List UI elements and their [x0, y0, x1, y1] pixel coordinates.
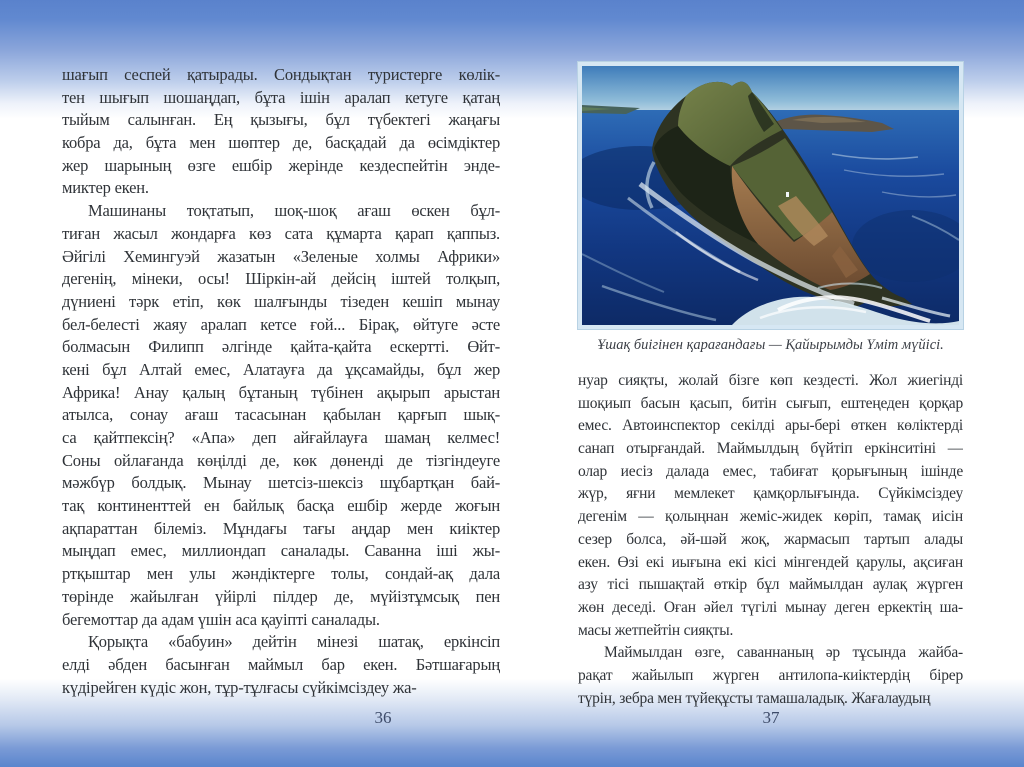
- text-line: күдірейген күдіс жон, тұр-тұлғасы сүйкімсіздеу жа-: [62, 677, 417, 697]
- text-line: жүр, яғни мемлекет қамқорлығында. Сүйкімсіздеу: [578, 485, 963, 503]
- text-line: сезер болса, әй-шәй жоқ, жармасып тартып алады: [578, 530, 963, 548]
- text-line: дүниені тәрк етіп, көк шалғынды тізеден кешіп мынау: [62, 291, 500, 311]
- text-line: бегемоттар да адам үшін аса қауіпті саналады.: [62, 609, 380, 629]
- page-number-37: 37: [762, 708, 780, 727]
- text-line: мыңдап емес, миллиондап саналады. Саванна іші жы-: [62, 541, 500, 561]
- text-line: рақат жайылып жүрген антилопа-киіктердің бірер: [578, 666, 963, 684]
- text-line: тен шығып шошаңдап, бұта ішін аралап кетуге қатаң: [62, 87, 500, 107]
- text-line: жер шарының өзге ешбір жерінде кездеспейтін энде-: [62, 155, 500, 175]
- paragraph: [62, 631, 500, 699]
- text-line: түрін, зебра мен түйеқұсты тамашаладық. Жағалаудың: [578, 689, 931, 707]
- paragraph: [62, 64, 500, 200]
- page-number-36: 36: [374, 708, 392, 727]
- text-line: миктер екен.: [62, 178, 149, 198]
- text-line: азу тісі пышақтай өткір бұл маймылдан аулақ жүрген: [578, 576, 963, 594]
- text-line: шағып сеспей қатырады. Сондықтан туристерге көлік-: [62, 65, 500, 84]
- text-line: тақ континенттей ен байлық басқа ешбір жерде жоғын: [62, 496, 500, 516]
- text-line: жөн деседі. Оған әйел түгілі мынау деген еркектің ша-: [578, 598, 963, 616]
- text-line: дегенім — қолыңнан жеміс-жидек көріп, тамақ иісін: [578, 508, 963, 526]
- text-line: болмасын Филипп әлгінде қайта-қайта ескертті. Өйт-: [62, 337, 500, 357]
- text-line: олар иесіз далада емес, табиғат қорығының ішінде: [578, 462, 963, 480]
- page-36-text: [62, 64, 500, 699]
- cape-photo-illustration: [582, 66, 959, 325]
- photo-caption: Ұшақ биігінен қарағандағы — Қайырымды Үміт мүйісі.: [597, 337, 944, 353]
- paragraph: [578, 370, 963, 642]
- text-line: Әйгілі Хемингуэй жазатын «Зеленые холмы Африки»: [62, 246, 500, 266]
- text-line: Маймылдан өзге, саваннаның әр тұсында жайба-: [604, 644, 963, 662]
- text-line: Африка! Анау қалың бұтаның түбінен ақырып арыстан: [62, 382, 500, 402]
- text-line: мәжбүр болдық. Мынау шетсіз-шексіз шұбартқан бай-: [62, 473, 500, 493]
- text-line: Машинаны тоқтатып, шоқ-шоқ ағаш өскен бұл-: [88, 201, 500, 221]
- text-line: емес. Автоинспектор секілді ары-бері өткен көліктерді: [578, 417, 963, 435]
- text-line: тиған жасыл жондарға көз сата құмарта қарап қаппыз.: [62, 223, 500, 243]
- text-line: ртқыштар мен улы жәндіктерге толы, сондай-ақ дала: [62, 564, 500, 584]
- text-line: тыйым салынған. Ең қызығы, бұл түбектегі жаңағы: [62, 110, 500, 130]
- text-line: шоқиып басын қасып, битін сығып, ештеңеден қорқар: [578, 394, 963, 412]
- text-line: елді әбден басынған маймыл бар екен. Бәтшағарың: [62, 654, 500, 674]
- cape-aerial-photo: [578, 62, 963, 329]
- text-line: ақпараттан білеміз. Мұндағы тағы аңдар мен киіктер: [62, 518, 500, 538]
- text-line: Қорықта «бабуин» дейтін мінезі шатақ, еркінсіп: [88, 632, 500, 652]
- text-line: кобра да, бұта мен шөптер де, басқадай да өсімдіктер: [62, 133, 500, 153]
- page-37-text: [578, 370, 963, 710]
- text-line: дегенің, мінеки, осы! Шіркін-ай дейсің іштей толқып,: [62, 269, 500, 289]
- text-line: са қайтпексің? «Апа» деп айғайлауға шамаң келмес!: [62, 428, 500, 447]
- text-line: нуар сияқты, жолай бізге көп кездесті. Жол жиегінді: [578, 372, 963, 389]
- text-line: кені бұл Алтай емес, Алатауға да ұқсамайды, бұл жер: [62, 359, 500, 379]
- text-line: Соны ойлағанда көңілді де, көк дөненді де тізгіндеуге: [62, 450, 500, 470]
- text-line: төрінде жайылған үйірлі пілдер де, мүйізтұмсық пен: [62, 586, 500, 606]
- page-36: [62, 64, 500, 699]
- text-line: екен. Өзі екі иығына екі кісі мінгендей қарулы, ақсиған: [578, 553, 963, 571]
- text-line: масы жетпейтін сияқты.: [578, 621, 734, 639]
- page-37: [578, 62, 963, 710]
- text-line: бел-белесті жаяу аралап кетсе ғой... Бірақ, өйтуге әсте: [62, 314, 500, 334]
- text-line: санап отырғандай. Маймылдың бүйтіп еркінситіні —: [578, 440, 963, 458]
- paragraph: [578, 642, 963, 710]
- text-line: атылса, сонау ағаш тасасынан қабылан қарғып шық-: [62, 405, 500, 425]
- paragraph: [62, 200, 500, 631]
